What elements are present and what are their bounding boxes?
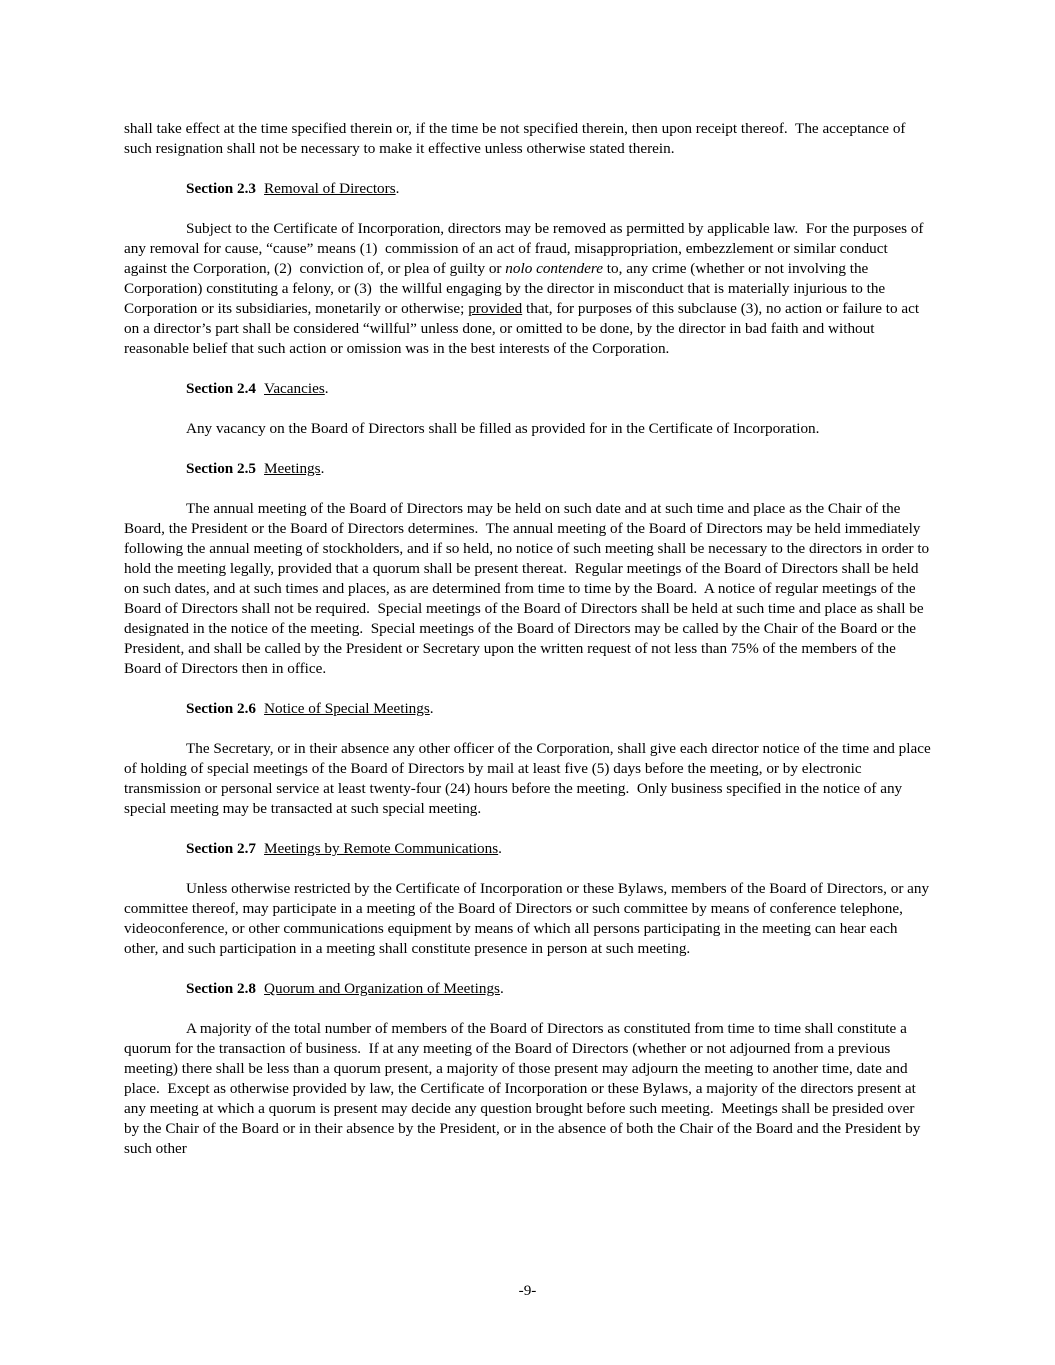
section-2-8-title-period: . bbox=[499, 980, 504, 997]
page-number: -9- bbox=[518, 1282, 537, 1299]
section-2-6-title: Notice of Special Meetings bbox=[264, 700, 430, 717]
section-2-7-title-period: . bbox=[498, 840, 502, 857]
section-2-6-title-period: . bbox=[429, 700, 434, 717]
text-run: The annual meeting of the Board of Directors may be held on such date and at such time and place as the Chair of the Board, the President or the Board of Directors determines. The annual meeting of the Board of Directors may be held immediately following the annual meeting of stockholders, and if so held, no notice of such meeting shall be necessary to the directors in order to hold the meeting legally, provided that a quorum shall be present thereat. Regular meetings of the Board of Directors shall be held on such dates, and at such times and places, as are determined from time to time by the Board. A notice of regular meetings of the Board of Directors shall not be required. Special meetings of the Board of Directors shall be held at such time and place as shall be designated in the notice of the meeting. Special meetings of the Board of Directors may be called by the Chair of the Board or the President, and shall be called by the President or Secretary upon the written request of not less than 75% of the members of the Board of Directors then in office. bbox=[124, 500, 933, 677]
text-run: Unless otherwise restricted by the Certificate of Incorporation or these Bylaws, members of the Board of Directors, or any committee thereof, may participate in a meeting of the Board of Directors or such committee by means of conference telephone, videoconference, or other communications equipment by means of which all persons participating in the meeting can hear each other, and such participation in a meeting shall constitute presence in person at such meeting. bbox=[124, 880, 933, 957]
text-run: that, for purposes of this subclause (3), no action or failure to act on a director’s part shall be considered “willful” unless done, or omitted to be done, by the director in bad faith and without reasonable belief that such action or omission was in the best interests of the Corporation. bbox=[124, 300, 923, 357]
section-2-5-title-period: . bbox=[320, 460, 325, 477]
page-content bbox=[124, 119, 933, 1179]
text-run-italic: nolo contendere bbox=[505, 260, 603, 277]
section-2-3-title-period: . bbox=[395, 180, 400, 197]
section-2-8-title: Quorum and Organization of Meetings bbox=[264, 980, 500, 997]
section-2-7-number: Section 2.7 bbox=[186, 840, 257, 857]
section-2-6-body bbox=[124, 739, 933, 819]
text-run: A majority of the total number of members of the Board of Directors as constituted from time to time shall constitute a quorum for the transaction of business. If at any meeting of the Board of Directors (whether or not adjourned from a previous meeting) there shall be less than a quorum present, a majority of those present may adjourn the meeting to another time, date and place. Except as otherwise provided by law, the Certificate of Incorporation or these Bylaws, a majority of the directors present at any meeting at which a quorum is present may decide any question brought before such meeting. Meetings shall be presided over by the Chair of the Board or in their absence by the President, or in the absence of both the Chair of the Board and the President by such other bbox=[124, 1020, 925, 1157]
section-2-5-body bbox=[124, 499, 933, 679]
text-run: Subject to the Certificate of Incorporation, directors may be removed as permitted by applicable law. For the purposes of any removal for cause, “cause” means (1) commission of an act of fraud, misappropriation, embezzlement or similar conduct against the Corporation, (2) conviction of, or plea of guilty or bbox=[124, 220, 928, 277]
section-2-8-heading bbox=[186, 979, 933, 999]
section-2-7-heading bbox=[186, 839, 933, 859]
section-2-3-title: Removal of Directors bbox=[264, 180, 396, 197]
text-run-underlined: provided bbox=[468, 300, 523, 317]
section-2-4-number: Section 2.4 bbox=[186, 380, 257, 397]
text-run: Any vacancy on the Board of Directors shall be filled as provided for in the Certificate of Incorporation. bbox=[186, 420, 820, 437]
section-2-6-number: Section 2.6 bbox=[186, 700, 257, 717]
section-2-4-heading bbox=[186, 379, 933, 399]
section-2-3-body bbox=[124, 219, 933, 359]
section-2-3-heading bbox=[186, 179, 933, 199]
text-run: The Secretary, or in their absence any other officer of the Corporation, shall give each director notice of the time and place of holding of special meetings of the Board of Directors by mail at least five (5) days before the meeting, or by electronic transmission or personal service at least twenty-four (24) hours before the meeting. Only business specified in the notice of any special meeting may be transacted at such special meeting. bbox=[124, 740, 935, 817]
continuation-paragraph: shall take effect at the time specified therein or, if the time be not specified therein, then upon receipt thereof. The acceptance of such resignation shall not be necessary to make it effective unless otherwise stated therein. bbox=[124, 120, 910, 157]
section-2-4-title-period: . bbox=[324, 380, 329, 397]
section-2-6-heading bbox=[186, 699, 933, 719]
section-2-7-body bbox=[124, 879, 933, 959]
section-2-3-number: Section 2.3 bbox=[186, 180, 257, 197]
section-2-5-title: Meetings bbox=[264, 460, 321, 477]
section-2-8-number: Section 2.8 bbox=[186, 980, 257, 997]
text-run: to, any crime (whether or not involving the Corporation) constituting a felony, or (3) the willful engaging by the director in misconduct that is materially injurious to the Corporation or its subsidiaries, monetarily or otherwise; bbox=[124, 260, 889, 317]
section-2-4-body bbox=[124, 419, 933, 439]
section-2-5-number: Section 2.5 bbox=[186, 460, 257, 477]
section-2-7-title: Meetings by Remote Communications bbox=[264, 840, 499, 857]
section-2-8-body bbox=[124, 1019, 933, 1159]
section-2-4-title: Vacancies bbox=[264, 380, 325, 397]
section-2-5-heading bbox=[186, 459, 933, 479]
